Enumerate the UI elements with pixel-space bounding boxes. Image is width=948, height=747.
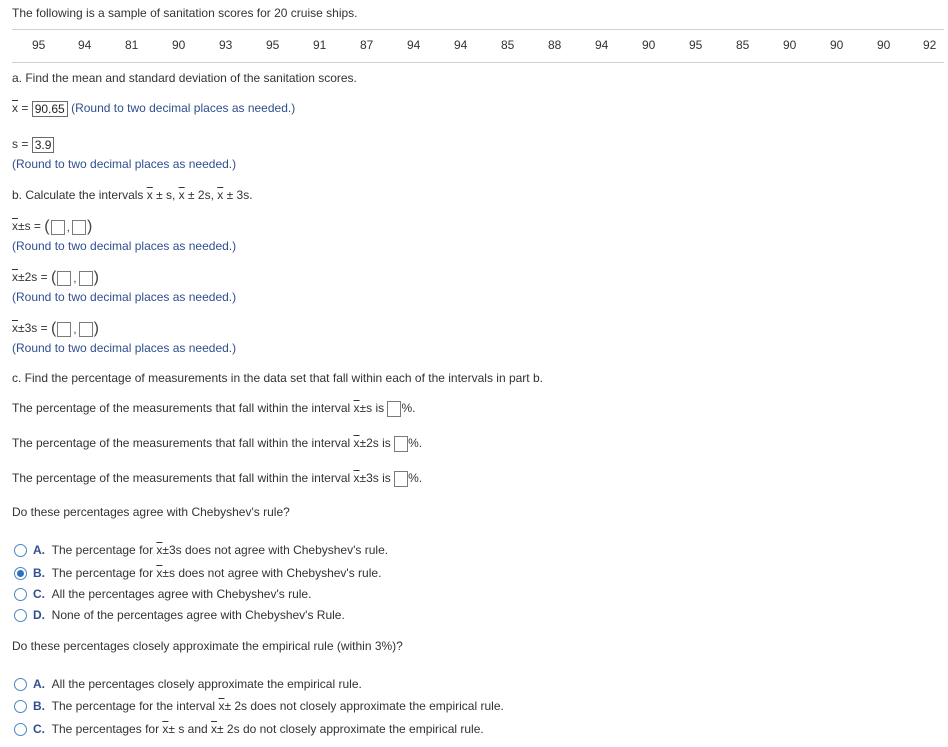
intro-text: The following is a sample of sanitation scores for 20 cruise ships.	[12, 6, 358, 20]
interval-2-hint: (Round to two decimal places as needed.)	[12, 290, 237, 304]
emp-question: Do these percentages closely approximate the empirical rule (within 3%)?	[12, 639, 403, 653]
score-cell: 91	[313, 38, 327, 52]
pct-1-answer-box[interactable]	[387, 401, 401, 417]
cheb-option-b[interactable]: B. The percentage for $\overline{x}\pm s$ does not agree with Chebyshev's rule.	[33, 566, 382, 580]
score-cell: 95	[689, 38, 703, 52]
cheb-option-b-radio[interactable]	[14, 567, 27, 580]
part-c-question: c. Find the percentage of measurements in the data set that fall within each of the intervals in part b.	[12, 371, 543, 385]
score-cell: 85	[736, 38, 750, 52]
score-cell: 90	[642, 38, 656, 52]
pct-2-row: The percentage of the measurements that fall within the interval $\overline{x}\pm 2s$ is %.	[12, 436, 423, 451]
interval-3-row	[12, 320, 99, 338]
xbar-symbol: $\overline{x}$	[12, 270, 18, 285]
cheb-option-d-radio[interactable]	[14, 609, 27, 622]
cheb-option-a[interactable]: A. The percentage for $\overline{x}\pm 3s$ does not agree with Chebyshev's rule.	[33, 543, 389, 557]
part-b-question: b. Calculate the intervals $\overline{x} \pm s$, $\overline{x} \pm 2s$, $\overline{x} \pm 3s$.	[12, 188, 253, 202]
score-cell: 90	[783, 38, 797, 52]
interval-2-input[interactable]: ( , )	[50, 269, 99, 286]
score-cell: 90	[830, 38, 844, 52]
xbar-symbol: $\overline{x}$	[12, 101, 18, 116]
cheb-option-d[interactable]: D. None of the percentages agree with Chebyshev's Rule.	[33, 608, 345, 622]
score-cell: 94	[78, 38, 92, 52]
xbar-symbol: $\overline{x}$	[12, 321, 18, 336]
score-cell: 94	[407, 38, 421, 52]
pct-3-row: The percentage of the measurements that fall within the interval $\overline{x}\pm 3s$ is %.	[12, 471, 423, 486]
interval-2-label: ±2s =	[18, 270, 48, 285]
interval-2-upper-box[interactable]	[79, 271, 93, 286]
mean-row	[12, 101, 295, 117]
interval-3-hint: (Round to two decimal places as needed.)	[12, 341, 237, 355]
score-cell: 85	[501, 38, 515, 52]
score-cell: 88	[548, 38, 562, 52]
interval-3-upper-box[interactable]	[79, 322, 93, 337]
score-cell: 81	[125, 38, 139, 52]
sd-label: s =	[12, 137, 29, 152]
sd-row	[12, 137, 54, 153]
interval-1-upper-box[interactable]	[72, 220, 86, 235]
sd-answer-box[interactable]: 3.9	[32, 137, 55, 153]
interval-1-row	[12, 218, 92, 236]
mean-answer-box[interactable]: 90.65	[32, 101, 68, 117]
interval-2-lower-box[interactable]	[57, 271, 71, 286]
xbar-symbol: $\overline{x}$	[12, 219, 18, 234]
score-cell: 95	[32, 38, 46, 52]
interval-2-row	[12, 269, 99, 287]
interval-1-hint: (Round to two decimal places as needed.)	[12, 239, 237, 253]
interval-1-lower-box[interactable]	[51, 220, 65, 235]
emp-option-a-radio[interactable]	[14, 678, 27, 691]
cheb-option-a-radio[interactable]	[14, 544, 27, 557]
cheb-question: Do these percentages agree with Chebyshev's rule?	[12, 505, 290, 519]
sd-hint: (Round to two decimal places as needed.)	[12, 157, 237, 171]
emp-option-c-radio[interactable]	[14, 723, 27, 736]
mean-eq: =	[21, 101, 29, 116]
emp-option-a[interactable]: A. All the percentages closely approximate the empirical rule.	[33, 677, 362, 691]
emp-option-b[interactable]: B. The percentage for the interval $\overline{x}\pm 2s$ does not closely approximate the empirical rule.	[33, 699, 504, 713]
interval-1-input[interactable]: ( , )	[44, 218, 93, 235]
score-cell: 87	[360, 38, 374, 52]
interval-1-label: ±s =	[18, 219, 41, 234]
score-cell: 93	[219, 38, 233, 52]
scores-table	[12, 29, 944, 63]
mean-hint: (Round to two decimal places as needed.)	[71, 101, 296, 116]
emp-option-c[interactable]: C. The percentages for $\overline{x}\pm s$ and $\overline{x}\pm 2s$ do not closely approximate the empirical rule.	[33, 722, 484, 736]
score-cell: 95	[266, 38, 280, 52]
pct-1-row: The percentage of the measurements that fall within the interval $\overline{x}\pm s$ is %.	[12, 401, 416, 416]
score-cell: 90	[172, 38, 186, 52]
interval-3-label: ±3s =	[18, 321, 48, 336]
score-cell: 94	[595, 38, 609, 52]
pct-3-answer-box[interactable]	[394, 471, 408, 487]
part-a-question: a. Find the mean and standard deviation of the sanitation scores.	[12, 71, 357, 85]
pct-2-answer-box[interactable]	[394, 436, 408, 452]
cheb-option-c[interactable]: C. All the percentages agree with Chebyshev's rule.	[33, 587, 312, 601]
score-cell: 94	[454, 38, 468, 52]
interval-3-input[interactable]: ( , )	[50, 320, 99, 337]
score-cell: 92	[923, 38, 937, 52]
cheb-option-c-radio[interactable]	[14, 588, 27, 601]
emp-option-b-radio[interactable]	[14, 700, 27, 713]
score-cell: 90	[877, 38, 891, 52]
interval-3-lower-box[interactable]	[57, 322, 71, 337]
